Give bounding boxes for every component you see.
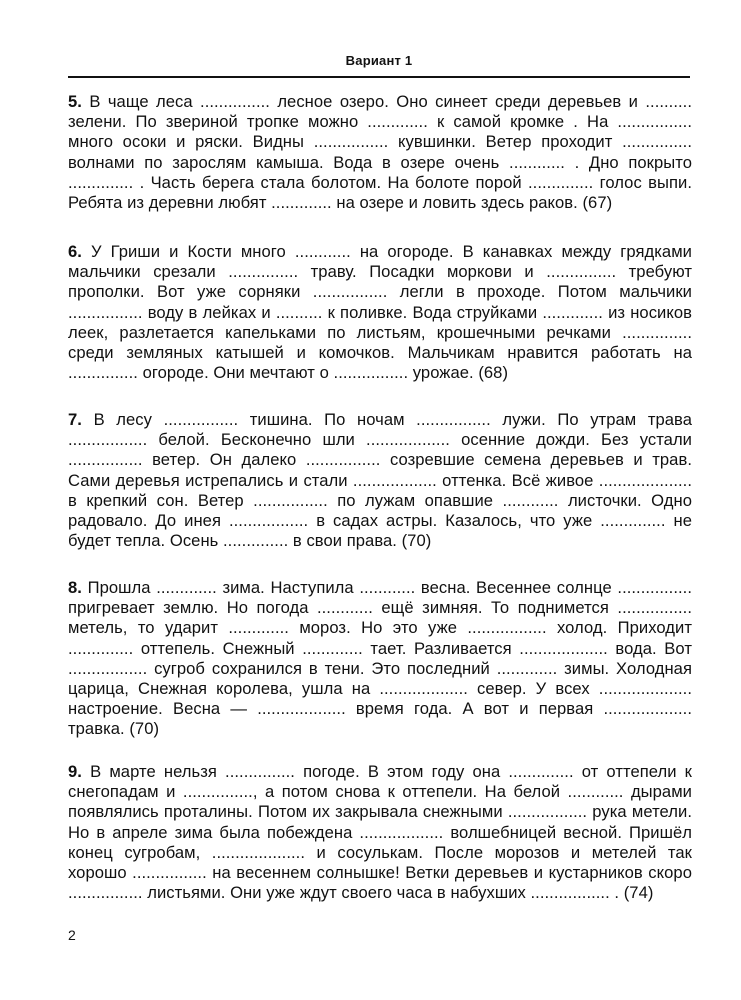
page-number: 2 [68, 927, 76, 943]
exercise-number: 7. [68, 410, 82, 429]
exercise-text: В лесу ................ тишина. По ночам ................ лужи. По утрам трава ................. белой. Бесконечно шли .................. осенние дожди. Без устали ................ ветер. Он далеко ................ созревшие семена деревьев и трав. Сами деревья истрепались и стали .................. оттенка. Всё живое .................... в крепкий сон. Ветер ................ по лужам опавшие ............ листочки. Одно радовало. До инея ................. в садах астры. Казалось, что уже .............. не будет тепла. Осень .............. в свои права. (70) [68, 410, 692, 551]
page-header [68, 48, 690, 78]
exercise-number: 5. [68, 92, 82, 111]
exercise-5 [68, 92, 692, 213]
exercise-text: У Гриши и Кости много ............ на огороде. В канавках между грядками мальчики срезали ............... траву. Посадки моркови и ............... требуют прополки. Вот уже сорняки ................ легли в проходе. Потом мальчики ................ воду в лейках и .......... к поливке. Вода струйками ............. из носиков леек, разлетается капельками по листьям, крошечными речками ............... среди земляных катышей и комочков. Мальчикам нравится работать на ............... огороде. Они мечтают о ................ урожае. (68) [68, 242, 692, 383]
exercise-text: В чаще леса ............... лесное озеро. Оно синеет среди деревьев и .......... зелени. По звериной тропке можно ............. к самой кромке . На ................ много осоки и ряски. Видны ................ кувшинки. Ветер проходит ............... волнами по зарослям камыша. Вода в озере очень ............ . Дно покрыто .............. . Часть берега стала болотом. На болоте порой .............. голос выпи. Ребята из деревни любят ............. на озере и ловить здесь раков. (67) [68, 92, 692, 213]
exercise-number: 8. [68, 578, 82, 597]
exercise-8 [68, 578, 692, 740]
exercise-number: 6. [68, 242, 82, 261]
variant-title: Вариант 1 [345, 53, 413, 68]
exercise-9 [68, 762, 692, 903]
exercise-6 [68, 242, 692, 383]
exercise-text: В марте нельзя ............... погоде. В этом году она .............. от оттепели к снегопадам и ..............., а потом снова к оттепели. На белой ............ дырами появлялись проталины. Потом их закрывала снежными ................. рука метели. Но в апреле зима была побеждена .................. волшебницей весной. Пришёл конец сугробам, .................... и сосулькам. После морозов и метелей так хорошо ................ на весеннем солнышке! Ветки деревьев и кустарников скоро ................ листьями. Они уже ждут своего часа в набухших ................. . (74) [68, 762, 692, 903]
exercise-number: 9. [68, 762, 82, 781]
exercise-text: Прошла ............. зима. Наступила ............ весна. Весеннее солнце ................ пригревает землю. Но погода ............ ещё зимняя. То поднимется ................ метель, то ударит ............. мороз. Но это уже ................. холод. Приходит .............. оттепель. Снежный ............. тает. Разливается ................... вода. Вот ................. сугроб сохранился в тени. Это последний ............. зимы. Холодная царица, Снежная королева, ушла на ................... север. У всех .................... настроение. Весна — ................... время года. А вот и первая ................... травка. (70) [68, 578, 692, 739]
exercise-7 [68, 410, 692, 551]
